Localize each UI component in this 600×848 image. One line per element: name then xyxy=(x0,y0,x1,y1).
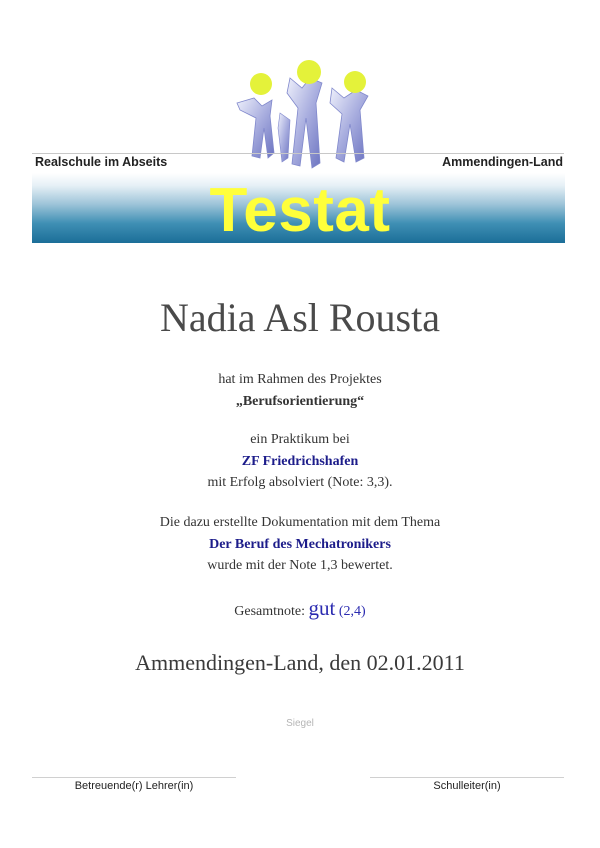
overall-grade-value: (2,4) xyxy=(338,604,366,619)
signature-label-principal: Schulleiter(in) xyxy=(433,780,501,792)
overall-grade-label: Gesamtnote: xyxy=(234,604,306,619)
logo-figure-right xyxy=(330,88,368,162)
document-title: Testat xyxy=(209,176,391,245)
school-location: Ammendingen-Land xyxy=(442,155,563,169)
signature-line-principal xyxy=(370,777,564,778)
internship-result: mit Erfolg absolviert (Note: 3,3). xyxy=(207,475,393,490)
project-name: „Berufsorientierung“ xyxy=(235,394,365,409)
overall-grade-word: gut xyxy=(308,596,336,620)
school-logo xyxy=(232,58,380,173)
school-name: Realschule im Abseits xyxy=(35,155,168,169)
student-name: Nadia Asl Rousta xyxy=(160,295,440,340)
logo-figure-left xyxy=(237,98,274,158)
logo-figure-small xyxy=(278,113,290,162)
company-name: ZF Friedrichshafen xyxy=(241,454,359,469)
logo-figure-middle xyxy=(287,78,322,168)
overall-grade xyxy=(0,598,600,622)
logo-head-right xyxy=(344,71,366,93)
signature-label-teacher: Betreuende(r) Lehrer(in) xyxy=(74,780,194,792)
project-intro: hat im Rahmen des Projektes xyxy=(218,372,382,387)
internship-intro: ein Praktikum bei xyxy=(250,432,350,447)
documentation-topic: Der Beruf des Mechatronikers xyxy=(209,537,391,552)
logo-head-left xyxy=(250,73,272,95)
signature-line-teacher xyxy=(32,777,236,778)
header-divider xyxy=(32,153,564,154)
place-and-date: Ammendingen-Land, den 02.01.2011 xyxy=(135,650,465,675)
logo-head-middle xyxy=(297,60,321,84)
documentation-result: wurde mit der Note 1,3 bewertet. xyxy=(207,558,393,573)
seal-placeholder: Siegel xyxy=(286,718,314,729)
documentation-intro: Die dazu erstellte Dokumentation mit dem Thema xyxy=(159,515,441,530)
